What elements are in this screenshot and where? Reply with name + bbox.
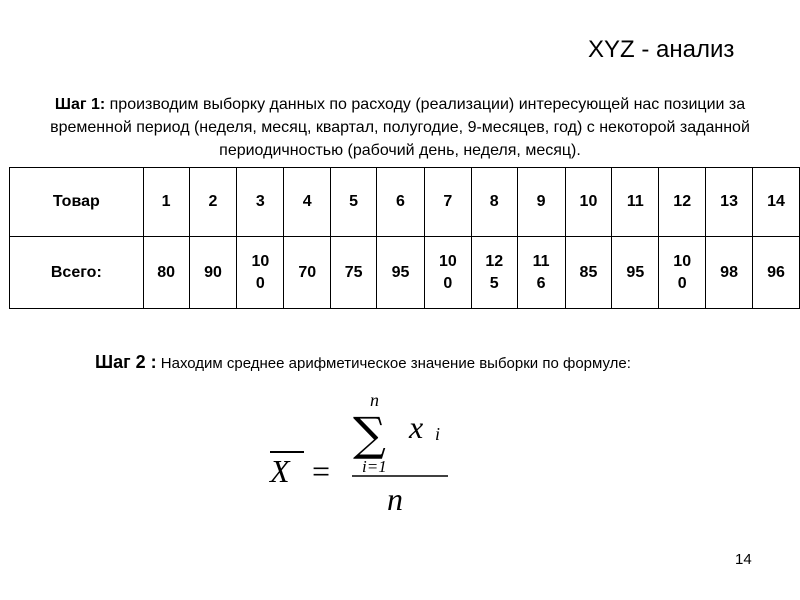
sum-term-index: i [435,424,441,444]
column-header: 2 [189,168,237,237]
mean-formula [262,390,462,520]
column-header: 3 [237,168,284,237]
column-header: 12 [659,168,706,237]
formula-lhs-x: X [270,453,290,489]
table-cell: 96 [753,237,800,309]
column-header: 14 [753,168,800,237]
row-header-totals: Всего: [10,237,144,309]
table-cell [424,237,471,309]
table-row-totals [10,237,800,309]
formula-denominator: n [387,481,403,517]
cell-value-line1: 12 [485,252,504,270]
sum-upper-limit: n [370,390,379,410]
row-header-items: Товар [10,168,144,237]
column-header: 6 [377,168,425,237]
slide-title: XYZ - анализ [588,36,735,63]
sum-term-x: x [409,409,424,445]
table-cell: 85 [565,237,612,309]
cell-value-line2: 5 [489,274,499,292]
column-header: 10 [565,168,612,237]
cell-value-line1: 10 [438,252,457,270]
column-header: 8 [471,168,517,237]
column-header: 9 [517,168,565,237]
column-header: 5 [331,168,377,237]
sum-lower-limit: i=1 [362,457,387,476]
step2-text: Находим среднее арифметическое значение выборки по формуле: [156,355,631,372]
table-cell: 95 [377,237,425,309]
table-cell: 70 [284,237,331,309]
table-cell [517,237,565,309]
cell-value-line2: 0 [443,274,453,292]
step2-label: Шаг 2 : [95,352,157,372]
step2-paragraph [95,352,631,373]
column-header: 13 [706,168,753,237]
table-cell [237,237,284,309]
table-cell: 90 [189,237,237,309]
step1-label: Шаг 1: [54,96,106,113]
sum-symbol: ∑ [353,407,386,461]
cell-value-line2: 0 [677,274,687,292]
page-number: 14 [735,551,752,568]
sales-table [9,167,800,309]
table-cell: 98 [706,237,753,309]
table-cell [471,237,517,309]
table-cell: 75 [331,237,377,309]
cell-value-line2: 6 [536,274,546,292]
table-cell: 95 [612,237,659,309]
step1-text: производим выборку данных по расходу (реализации) интересующей нас позиции за временной период (неделя, месяц, квартал, полугодие, 9-месяцев, год) с некоторой заданной периодичностью (рабочий день, неделя, месяц). [50,96,750,159]
column-header: 7 [424,168,471,237]
cell-value-line1: 10 [251,252,270,270]
cell-value-line2: 0 [255,274,265,292]
cell-value-line1: 11 [532,252,550,270]
table-cell [659,237,706,309]
column-header: 1 [143,168,189,237]
table-cell: 80 [143,237,189,309]
table-row-items [10,168,800,237]
column-header: 4 [284,168,331,237]
cell-value-line1: 10 [673,252,692,270]
column-header: 11 [612,168,659,237]
formula-equals: = [312,453,331,489]
step1-paragraph [40,93,760,162]
